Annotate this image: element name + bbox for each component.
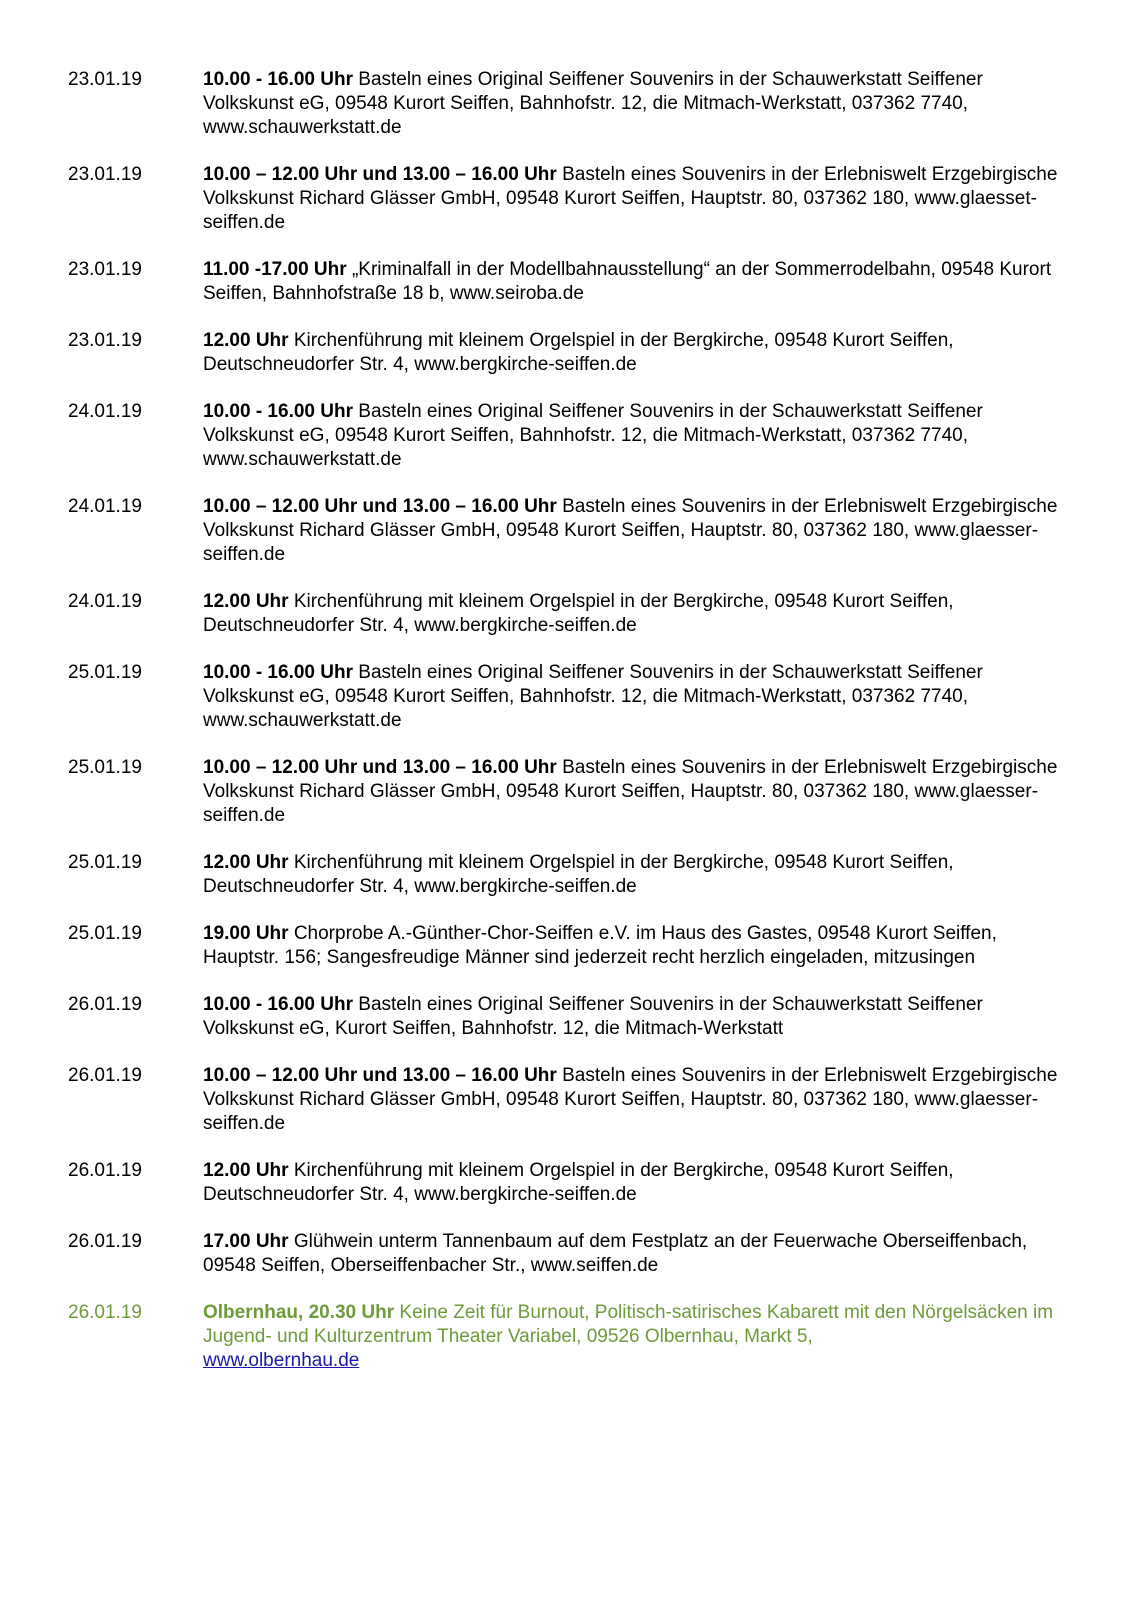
event-description xyxy=(203,1301,1068,1373)
event-description xyxy=(203,1230,1068,1278)
event-link[interactable]: www.olbernhau.de xyxy=(203,1350,360,1371)
event-text: Basteln eines Souvenirs in der Erlebniswelt Erzgebirgische Volkskunst Richard Glässer GmbH, 09548 Kurort Seiffen, Hauptstr. 80, 037362 180, www.glaesser-seiffen.de xyxy=(203,1065,1058,1134)
event-text: Glühwein unterm Tannenbaum auf dem Festplatz an der Feuerwache Oberseiffenbach, 09548 Seiffen, Oberseiffenbacher Str., www.seiffen.de xyxy=(203,1231,1028,1276)
event-time: 10.00 - 16.00 Uhr xyxy=(203,401,353,422)
event-time: 11.00 -17.00 Uhr xyxy=(203,259,347,280)
event-date: 23.01.19 xyxy=(68,164,142,185)
event-date: 23.01.19 xyxy=(68,259,142,280)
event-entry xyxy=(68,400,1068,472)
event-text: Basteln eines Souvenirs in der Erlebniswelt Erzgebirgische Volkskunst Richard Glässer GmbH, 09548 Kurort Seiffen, Hauptstr. 80, 037362 180, www.glaesset-seiffen.de xyxy=(203,164,1058,233)
event-date: 26.01.19 xyxy=(68,1302,142,1323)
event-time: 10.00 – 12.00 Uhr und 13.00 – 16.00 Uhr xyxy=(203,496,557,517)
event-description xyxy=(203,993,1068,1041)
event-text: Kirchenführung mit kleinem Orgelspiel in der Bergkirche, 09548 Kurort Seiffen, Deutschneudorfer Str. 4, www.bergkirche-seiffen.de xyxy=(203,1160,954,1205)
event-time: Olbernhau, 20.30 Uhr xyxy=(203,1302,395,1323)
event-text: Basteln eines Original Seiffener Souvenirs in der Schauwerkstatt Seiffener Volkskunst eG, 09548 Kurort Seiffen, Bahnhofstr. 12, die Mitmach-Werkstatt, 037362 7740, www.schauwerkstatt.de xyxy=(203,69,983,138)
event-date: 26.01.19 xyxy=(68,1065,142,1086)
event-entry xyxy=(68,1159,1068,1207)
event-entry xyxy=(68,851,1068,899)
event-text: Kirchenführung mit kleinem Orgelspiel in der Bergkirche, 09548 Kurort Seiffen, Deutschneudorfer Str. 4, www.bergkirche-seiffen.de xyxy=(203,330,954,375)
event-entry xyxy=(68,163,1068,235)
event-date: 26.01.19 xyxy=(68,1231,142,1252)
event-entry xyxy=(68,68,1068,140)
event-description xyxy=(203,1159,1068,1207)
event-text: Basteln eines Original Seiffener Souvenirs in der Schauwerkstatt Seiffener Volkskunst eG, 09548 Kurort Seiffen, Bahnhofstr. 12, die Mitmach-Werkstatt, 037362 7740, www.schauwerkstatt.de xyxy=(203,662,983,731)
event-date: 23.01.19 xyxy=(68,69,142,90)
event-text: Kirchenführung mit kleinem Orgelspiel in der Bergkirche, 09548 Kurort Seiffen, Deutschneudorfer Str. 4, www.bergkirche-seiffen.de xyxy=(203,591,954,636)
event-text: Keine Zeit für Burnout, Politisch-satirisches Kabarett mit den Nörgelsäcken im Jugend- und Kulturzentrum Theater Variabel, 09526 Olbernhau, Markt 5, xyxy=(203,1302,1054,1347)
event-description xyxy=(203,1064,1068,1136)
event-time: 12.00 Uhr xyxy=(203,591,289,612)
event-entry xyxy=(68,258,1068,306)
event-date: 24.01.19 xyxy=(68,401,142,422)
event-time: 12.00 Uhr xyxy=(203,330,289,351)
event-time: 19.00 Uhr xyxy=(203,923,289,944)
event-entry xyxy=(68,993,1068,1041)
event-text: Basteln eines Souvenirs in der Erlebniswelt Erzgebirgische Volkskunst Richard Glässer GmbH, 09548 Kurort Seiffen, Hauptstr. 80, 037362 180, www.glaesser-seiffen.de xyxy=(203,757,1058,826)
event-date: 25.01.19 xyxy=(68,757,142,778)
event-text: Basteln eines Original Seiffener Souvenirs in der Schauwerkstatt Seiffener Volkskunst eG, Kurort Seiffen, Bahnhofstr. 12, die Mitmach-Werkstatt xyxy=(203,994,983,1039)
event-description xyxy=(203,163,1068,235)
event-entry xyxy=(68,329,1068,377)
event-date: 25.01.19 xyxy=(68,852,142,873)
event-description xyxy=(203,400,1068,472)
event-entry-highlight xyxy=(68,1301,1068,1373)
event-description xyxy=(203,851,1068,899)
event-description xyxy=(203,258,1068,306)
event-date: 24.01.19 xyxy=(68,591,142,612)
event-description xyxy=(203,922,1068,970)
event-time: 12.00 Uhr xyxy=(203,1160,289,1181)
event-date: 26.01.19 xyxy=(68,1160,142,1181)
event-entry xyxy=(68,1230,1068,1278)
event-entry xyxy=(68,661,1068,733)
event-time: 17.00 Uhr xyxy=(203,1231,289,1252)
event-time: 10.00 - 16.00 Uhr xyxy=(203,69,353,90)
event-date: 26.01.19 xyxy=(68,994,142,1015)
event-description xyxy=(203,329,1068,377)
event-date: 25.01.19 xyxy=(68,662,142,683)
event-entry xyxy=(68,495,1068,567)
event-description xyxy=(203,590,1068,638)
event-time: 10.00 – 12.00 Uhr und 13.00 – 16.00 Uhr xyxy=(203,757,557,778)
event-time: 10.00 – 12.00 Uhr und 13.00 – 16.00 Uhr xyxy=(203,164,557,185)
event-description xyxy=(203,661,1068,733)
event-entry xyxy=(68,756,1068,828)
event-entry xyxy=(68,1064,1068,1136)
event-time: 10.00 - 16.00 Uhr xyxy=(203,994,353,1015)
event-time: 10.00 – 12.00 Uhr und 13.00 – 16.00 Uhr xyxy=(203,1065,557,1086)
event-text: „Kriminalfall in der Modellbahnausstellung“ an der Sommerrodelbahn, 09548 Kurort Seiffen, Bahnhofstraße 18 b, www.seiroba.de xyxy=(203,259,1052,304)
event-text: Basteln eines Souvenirs in der Erlebniswelt Erzgebirgische Volkskunst Richard Glässer GmbH, 09548 Kurort Seiffen, Hauptstr. 80, 037362 180, www.glaesser-seiffen.de xyxy=(203,496,1058,565)
event-entry xyxy=(68,922,1068,970)
event-date: 25.01.19 xyxy=(68,923,142,944)
event-date: 24.01.19 xyxy=(68,496,142,517)
event-time: 12.00 Uhr xyxy=(203,852,289,873)
event-description xyxy=(203,68,1068,140)
event-time: 10.00 - 16.00 Uhr xyxy=(203,662,353,683)
event-entry xyxy=(68,590,1068,638)
event-text: Kirchenführung mit kleinem Orgelspiel in der Bergkirche, 09548 Kurort Seiffen, Deutschneudorfer Str. 4, www.bergkirche-seiffen.de xyxy=(203,852,954,897)
event-rows xyxy=(68,68,1068,1278)
event-description xyxy=(203,756,1068,828)
event-date: 23.01.19 xyxy=(68,330,142,351)
event-list xyxy=(68,68,1068,1396)
event-text: Basteln eines Original Seiffener Souvenirs in der Schauwerkstatt Seiffener Volkskunst eG, 09548 Kurort Seiffen, Bahnhofstr. 12, die Mitmach-Werkstatt, 037362 7740, www.schauwerkstatt.de xyxy=(203,401,983,470)
event-text: Chorprobe A.-Günther-Chor-Seiffen e.V. im Haus des Gastes, 09548 Kurort Seiffen, Hauptstr. 156; Sangesfreudige Männer sind jederzeit recht herzlich eingeladen, mitzusingen xyxy=(203,923,997,968)
event-description xyxy=(203,495,1068,567)
